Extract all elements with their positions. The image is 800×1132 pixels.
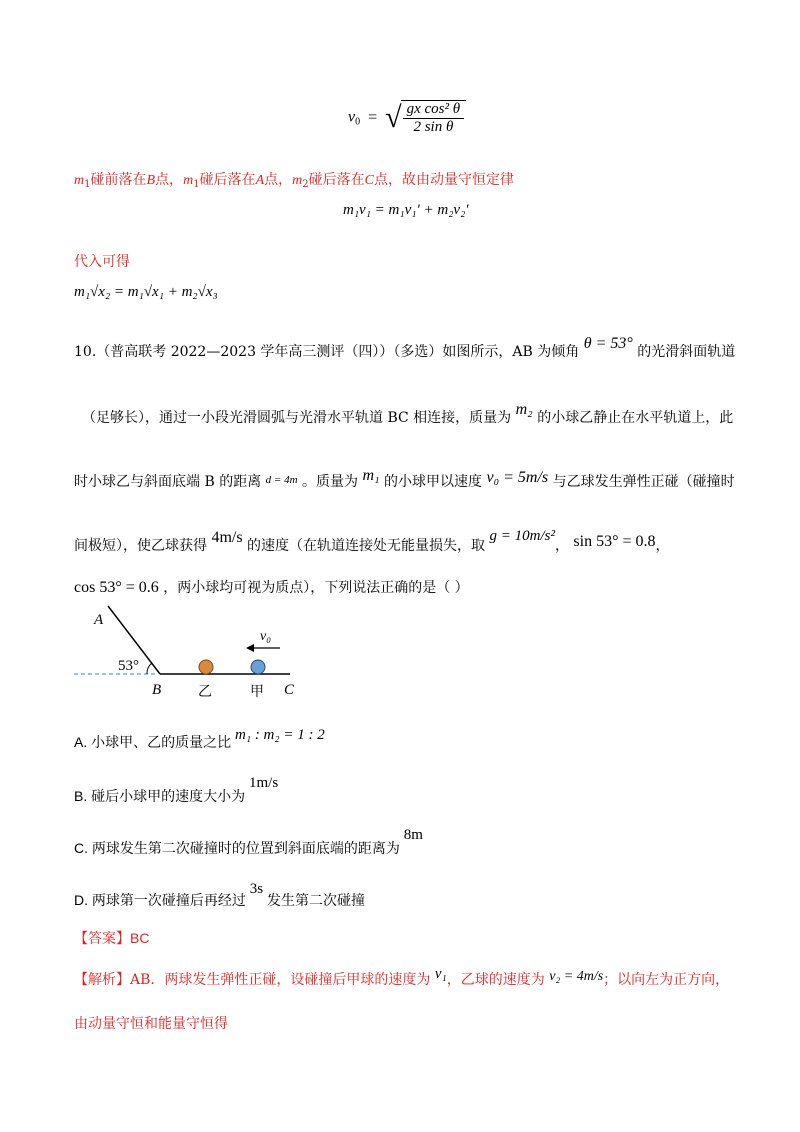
arrow-head bbox=[246, 644, 254, 652]
m2-value: m₂ bbox=[515, 401, 533, 418]
option-text: 两球第一次碰撞后再经过 bbox=[91, 892, 246, 908]
text-part: 碰后落在 bbox=[308, 172, 365, 188]
formula-denominator: 2 sin θ bbox=[413, 119, 454, 135]
text-part: 点， bbox=[264, 172, 293, 188]
label-C: C bbox=[284, 682, 295, 698]
question-line-5 bbox=[74, 578, 469, 598]
sqrt-term-b: m₁√x₁ bbox=[127, 284, 164, 300]
question-text: 与乙球发生弹性正碰（碰撞时 bbox=[552, 474, 735, 490]
angle-arc bbox=[147, 663, 152, 674]
analysis-text: AB．两球发生弹性正碰，设碰撞后甲球的速度为 bbox=[130, 972, 431, 988]
label-jia: 甲 bbox=[250, 684, 264, 700]
question-text: 的速度（在轨道连接处无能量损失，取 bbox=[247, 538, 486, 554]
substitute-text: 代入可得 bbox=[74, 254, 130, 270]
sqrt-term-a: m₁√x₂ bbox=[74, 284, 111, 300]
analysis-text: ，乙球的速度为 bbox=[446, 972, 545, 988]
question-text: ，两小球均可视为质点），下列说法正确的是（ ） bbox=[163, 580, 469, 596]
text-part: 点， bbox=[155, 172, 184, 188]
option-text: 两球发生第二次碰撞时的位置到斜面底端的距离为 bbox=[91, 840, 400, 856]
question-text: 的光滑斜面轨道 bbox=[637, 344, 736, 360]
option-text-after: 发生第二次碰撞 bbox=[267, 892, 366, 908]
option-B[interactable] bbox=[74, 775, 279, 806]
question-text: 的小球甲以速度 bbox=[384, 474, 483, 490]
sub-2: 2 bbox=[302, 179, 309, 190]
option-math: 8m bbox=[403, 827, 423, 843]
analysis-line-1 bbox=[74, 966, 730, 991]
question-line-2 bbox=[82, 401, 734, 428]
label-A: A bbox=[94, 612, 104, 628]
option-C[interactable] bbox=[74, 827, 423, 858]
top-formula: $v_0$ = √ $\frac{\text{gx cos² θ}}{\text{2 sin θ}}$ bbox=[348, 100, 466, 136]
m2-symbol: m bbox=[292, 173, 303, 188]
question-text: 10.（普高联考 2022—2023 学年高三测评（四））（多选）如图所示，AB 为倾角 bbox=[74, 344, 580, 360]
m1-symbol: m bbox=[74, 173, 85, 188]
sub-1: 1 bbox=[193, 179, 200, 190]
comma: ， bbox=[655, 538, 670, 554]
question-text: 间极短），使乙球获得 bbox=[74, 538, 207, 554]
analysis-text: ；以向左为正方向， bbox=[603, 972, 730, 988]
cos-value: cos 53° = 0.6 bbox=[74, 579, 159, 596]
option-D[interactable] bbox=[74, 881, 366, 910]
sin-value: sin 53° = 0.8 bbox=[573, 533, 656, 550]
answer-value: BC bbox=[130, 930, 150, 946]
momentum-equation: m₁v₁ = m₁v₁′ + m₂v₂′ bbox=[343, 202, 469, 218]
point-B: B bbox=[146, 173, 156, 188]
text-part: 碰前落在 bbox=[90, 172, 147, 188]
label-angle: 53° bbox=[118, 658, 139, 674]
point-C: C bbox=[364, 173, 374, 188]
distance-value: d = 4m bbox=[265, 474, 298, 486]
sqrt-term-c: m₂√x₃ bbox=[181, 284, 218, 300]
theta-value: θ = 53° bbox=[583, 335, 633, 352]
label-yi: 乙 bbox=[198, 684, 212, 700]
m1-symbol: m bbox=[183, 173, 194, 188]
sqrt-equation: m₁√x₂ = m₁√x₁ + m₂√x₃ bbox=[74, 284, 218, 300]
ball-yi bbox=[199, 660, 213, 674]
question-line-1 bbox=[74, 335, 736, 362]
option-text: 小球甲、乙的质量之比 bbox=[91, 734, 232, 750]
answer-label: 【答案】 bbox=[74, 931, 130, 947]
formula-lhs: v bbox=[348, 108, 356, 126]
label-v0: v₀ bbox=[260, 629, 272, 644]
ball-jia bbox=[251, 660, 265, 674]
question-text: 时小球乙与斜面底端 B 的距离 bbox=[74, 474, 262, 490]
analysis-v2: v₂ = 4m/s bbox=[549, 969, 604, 984]
question-text: （足够长），通过一小段光滑圆弧与光滑水平轨道 BC 相连接，质量为 bbox=[82, 410, 512, 426]
question-text: 。质量为 bbox=[301, 474, 358, 490]
velocity-value: 4m/s bbox=[211, 529, 243, 546]
label-B: B bbox=[152, 682, 162, 698]
point-A: A bbox=[255, 173, 265, 188]
option-math: 3s bbox=[249, 881, 264, 897]
formula-numerator: gx cos² θ bbox=[403, 101, 465, 119]
option-letter: C. bbox=[74, 840, 88, 856]
option-math: m₁ : m₂ = 1 : 2 bbox=[235, 727, 325, 743]
g-value: g = 10m/s² bbox=[489, 528, 555, 544]
red-statement bbox=[74, 170, 514, 195]
v0-value: v₀ = 5m/s bbox=[486, 469, 549, 486]
answer-line bbox=[74, 928, 149, 949]
question-text: 的小球乙静止在水平轨道上，此 bbox=[537, 410, 734, 426]
m1-value: m₁ bbox=[362, 467, 380, 484]
option-letter: B. bbox=[74, 788, 88, 804]
analysis-v1: v₁ bbox=[434, 966, 447, 982]
sub-1: 1 bbox=[84, 179, 91, 190]
question-line-3 bbox=[74, 467, 735, 493]
analysis-line-2: 由动量守恒和能量守恒得 bbox=[74, 1016, 228, 1032]
formula-lhs-sub: 0 bbox=[355, 116, 361, 128]
comma: ， bbox=[554, 538, 569, 554]
text-part: 点，故由动量守恒定律 bbox=[373, 172, 514, 188]
text-part: 碰后落在 bbox=[199, 172, 256, 188]
option-letter: D. bbox=[74, 892, 88, 908]
analysis-label: 【解析】 bbox=[74, 972, 130, 988]
option-text: 碰后小球甲的速度大小为 bbox=[91, 788, 246, 804]
question-line-4 bbox=[74, 528, 670, 556]
option-letter: A. bbox=[74, 734, 88, 750]
incline-diagram bbox=[70, 604, 330, 704]
option-math: 1m/s bbox=[249, 775, 279, 791]
option-A[interactable] bbox=[74, 727, 325, 752]
